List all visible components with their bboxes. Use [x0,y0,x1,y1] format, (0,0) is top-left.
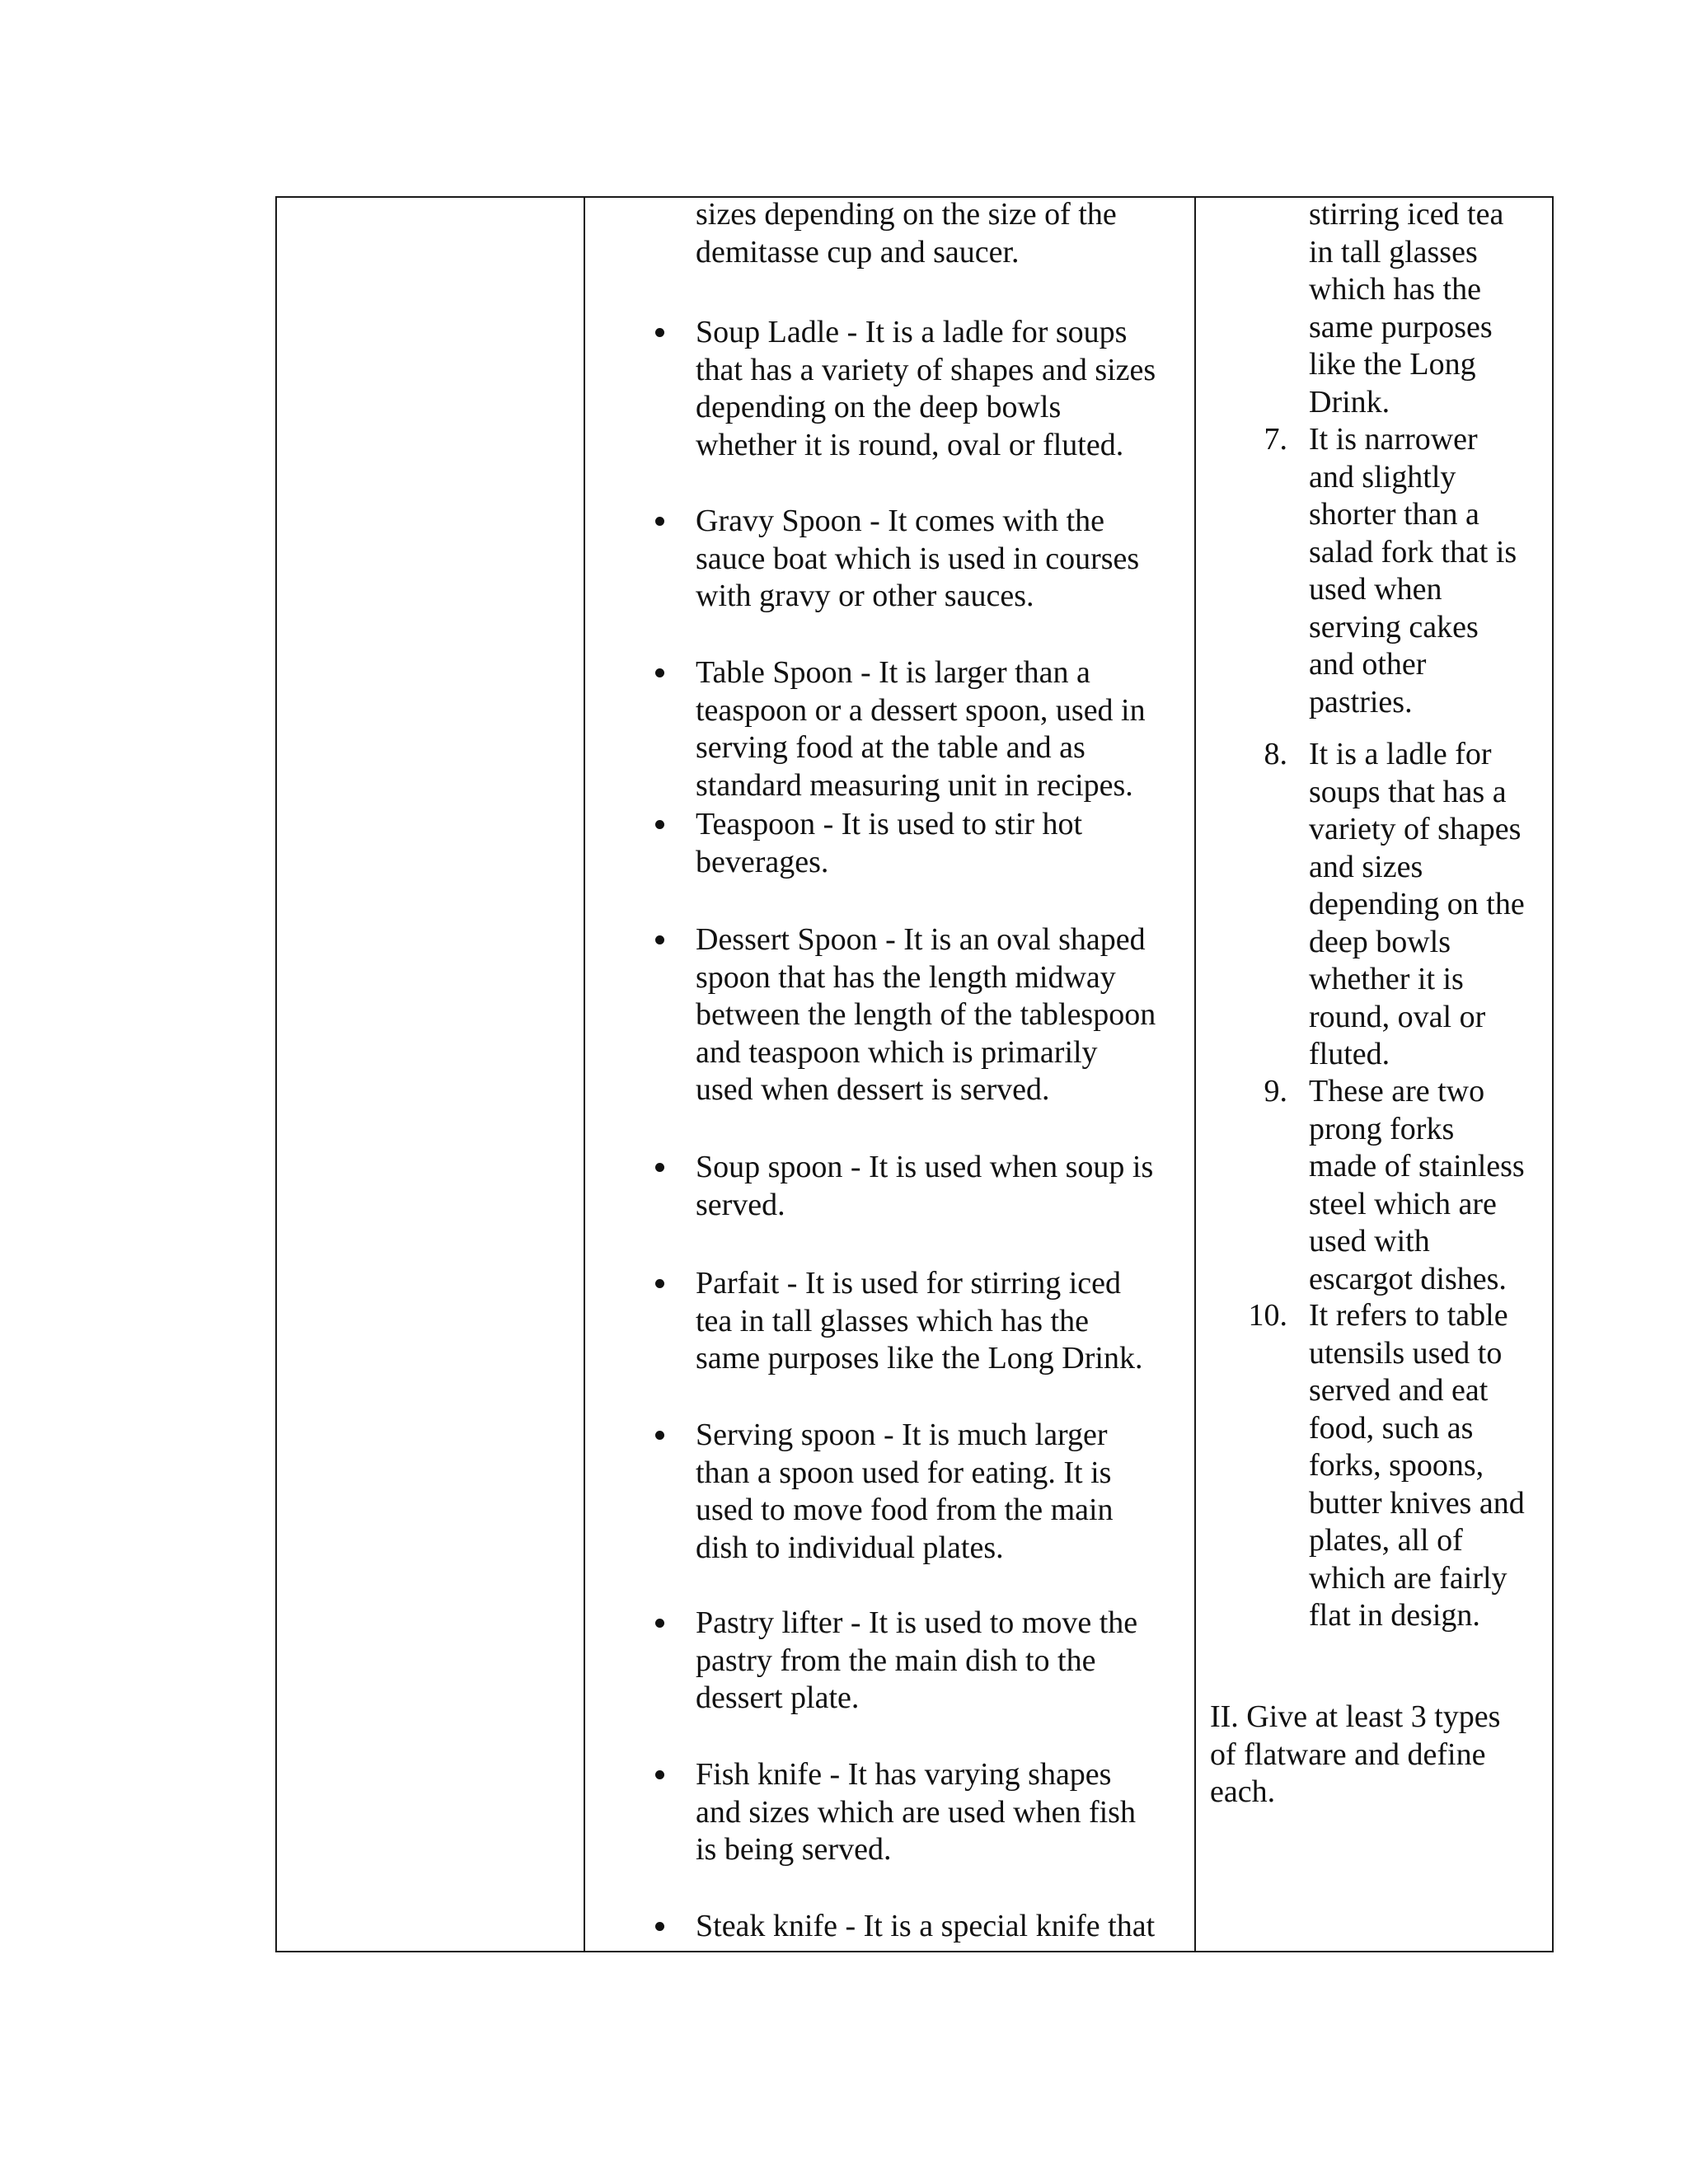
list-item-line: Soup spoon - It is used when soup is [696,1150,1154,1184]
list-item-line: pastry from the main dish to the [696,1643,1096,1678]
list-item-line: Fish knife - It has varying shapes [696,1757,1112,1792]
continued-text-line: sizes depending on the size of the [696,197,1117,232]
bullet-dot [655,668,664,677]
answer-line: which are fairly [1309,1560,1507,1596]
list-item-line: serving food at the table and as [696,730,1085,765]
answer-line: It is a ladle for [1309,737,1492,771]
list-item-line: Serving spoon - It is much larger [696,1418,1108,1452]
list-item-line: Gravy Spoon - It comes with the [696,504,1105,538]
answer-line: shorter than a [1309,497,1479,532]
answer-line: made of stainless [1309,1149,1525,1183]
list-item-line: dessert plate. [696,1680,860,1715]
list-item-line: used when dessert is served. [696,1072,1050,1107]
list-item-line: beverages. [696,844,829,879]
bullet-icon [651,816,668,832]
bullet-icon [651,931,668,948]
answer-line: and other [1309,647,1427,682]
column-divider-left [584,198,585,1951]
continued-answer-line: same purposes [1309,309,1493,344]
answer-line: prong forks [1309,1111,1455,1146]
list-item-line: Pastry lifter - It is used to move the [696,1605,1138,1640]
answer-line: serving cakes [1309,609,1479,644]
bullet-dot [655,1619,664,1628]
bullet-icon [651,1275,668,1291]
question-line: II. Give at least 3 types [1210,1699,1501,1734]
answer-line: round, oval or [1309,999,1486,1034]
list-item-line: and sizes which are used when fish [696,1794,1136,1830]
bullet-dot [655,820,664,829]
list-item-line: Steak knife - It is a special knife that [696,1909,1156,1943]
continued-answer-line: in tall glasses [1309,234,1478,269]
answer-line: fluted. [1309,1037,1390,1071]
answer-number: 8. [1264,737,1287,771]
bullet-icon [651,324,668,340]
list-item-line: is being served. [696,1832,892,1867]
bullet-dot [655,1922,664,1931]
answer-number: 10. [1248,1298,1287,1333]
answer-line: utensils used to [1309,1335,1503,1371]
answer-line: served and eat [1309,1373,1489,1408]
bullet-icon [651,1766,668,1783]
bullet-icon [651,1427,668,1443]
answer-line: whether it is [1309,962,1464,996]
list-item-line: Table Spoon - It is larger than a [696,655,1090,690]
list-item-line: Dessert Spoon - It is an oval shaped [696,922,1146,957]
continued-answer-line: Drink. [1309,384,1390,419]
list-item-line: Parfait - It is used for stirring iced [696,1266,1122,1301]
answer-number: 9. [1264,1074,1287,1108]
answer-line: depending on the [1309,887,1525,921]
continued-text-line: demitasse cup and saucer. [696,234,1020,269]
bullet-icon [651,664,668,681]
answer-line: used when [1309,572,1442,607]
list-item-line: sauce boat which is used in courses [696,541,1140,576]
answer-line: flat in design. [1309,1598,1480,1633]
bullet-dot [655,328,664,337]
list-item-line: Soup Ladle - It is a ladle for soups [696,315,1128,349]
answer-line: These are two [1309,1074,1485,1108]
list-item-line: teaspoon or a dessert spoon, used in [696,692,1146,728]
answer-line: used with [1309,1224,1430,1258]
list-item-line: with gravy or other sauces. [696,579,1034,613]
answer-number: 7. [1264,422,1287,457]
continued-answer-line: stirring iced tea [1309,197,1504,232]
list-item-line: depending on the deep bowls [696,390,1062,424]
answer-line: forks, spoons, [1309,1448,1484,1483]
answer-line: It is narrower [1309,422,1478,457]
bullet-dot [655,1279,664,1288]
bullet-dot [655,1770,664,1779]
list-item-line: used to move food from the main [696,1493,1114,1527]
list-item-line: whether it is round, oval or fluted. [696,427,1124,462]
bullet-icon [651,1159,668,1175]
answer-line: salad fork that is [1309,534,1517,569]
list-item-line: that has a variety of shapes and sizes [696,352,1156,387]
answer-line: soups that has a [1309,774,1507,809]
answer-line: variety of shapes [1309,812,1522,846]
answer-line: escargot dishes. [1309,1261,1507,1296]
answer-line: and slightly [1309,459,1456,494]
continued-answer-line: like the Long [1309,347,1476,382]
bullet-icon [651,513,668,529]
answer-line: plates, all of [1309,1523,1463,1558]
answer-line: pastries. [1309,684,1413,719]
answer-line: butter knives and [1309,1485,1525,1521]
bullet-dot [655,1163,664,1172]
column-divider-right [1194,198,1196,1951]
list-item-line: and teaspoon which is primarily [696,1034,1098,1070]
list-item-line: Teaspoon - It is used to stir hot [696,807,1083,841]
list-item-line: tea in tall glasses which has the [696,1303,1089,1338]
list-item-line: same purposes like the Long Drink. [696,1341,1143,1376]
answer-line: It refers to table [1309,1298,1508,1333]
list-item-line: spoon that has the length midway [696,959,1116,995]
answer-line: deep bowls [1309,924,1451,959]
answer-line: food, such as [1309,1410,1474,1446]
bullet-dot [655,1431,664,1440]
continued-answer-line: which has the [1309,272,1481,307]
bullet-dot [655,935,664,944]
bullet-icon [651,1615,668,1631]
question-line: each. [1210,1774,1276,1809]
question-line: of flatware and define [1210,1736,1486,1772]
bullet-icon [651,1918,668,1934]
list-item-line: between the length of the tablespoon [696,997,1156,1032]
list-item-line: dish to individual plates. [696,1530,1004,1565]
list-item-line: served. [696,1187,785,1222]
answer-line: steel which are [1309,1186,1497,1221]
list-item-line: than a spoon used for eating. It is [696,1455,1112,1490]
bullet-dot [655,517,664,526]
answer-line: and sizes [1309,849,1423,884]
list-item-line: standard measuring unit in recipes. [696,767,1133,803]
